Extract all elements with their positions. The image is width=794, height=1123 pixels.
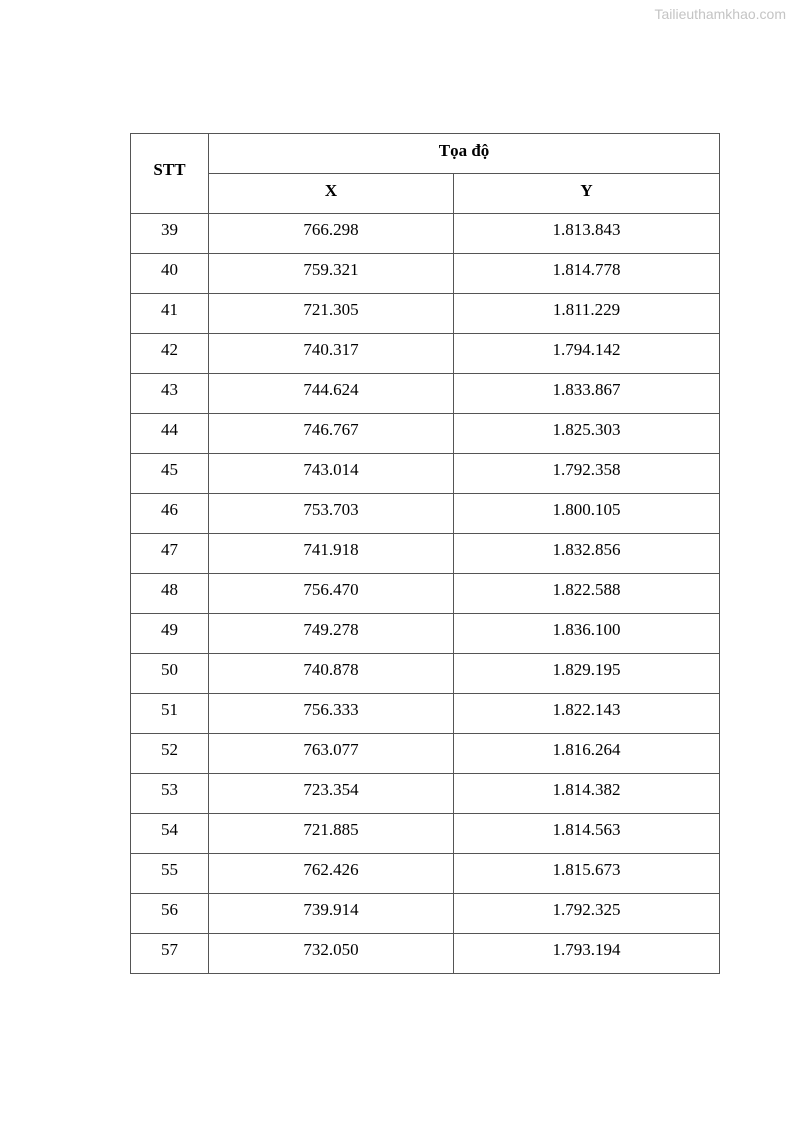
cell-y: 1.836.100: [454, 614, 720, 654]
cell-x: 756.333: [209, 694, 454, 734]
header-stt: STT: [131, 134, 209, 214]
cell-y: 1.832.856: [454, 534, 720, 574]
cell-y: 1.792.358: [454, 454, 720, 494]
cell-x: 753.703: [209, 494, 454, 534]
cell-stt: 44: [131, 414, 209, 454]
header-y: Y: [454, 174, 720, 214]
table-row: [131, 494, 720, 534]
cell-stt: 51: [131, 694, 209, 734]
header-row-sub: [131, 174, 720, 214]
table-row: [131, 694, 720, 734]
table-row: [131, 294, 720, 334]
cell-stt: 57: [131, 934, 209, 974]
cell-stt: 48: [131, 574, 209, 614]
table-header: [131, 134, 720, 214]
cell-x: 763.077: [209, 734, 454, 774]
table-row: [131, 454, 720, 494]
table-row: [131, 734, 720, 774]
cell-x: 766.298: [209, 214, 454, 254]
table-row: [131, 374, 720, 414]
cell-x: 732.050: [209, 934, 454, 974]
cell-x: 762.426: [209, 854, 454, 894]
cell-x: 739.914: [209, 894, 454, 934]
table-row: [131, 894, 720, 934]
table-row: [131, 574, 720, 614]
table-row: [131, 774, 720, 814]
cell-y: 1.800.105: [454, 494, 720, 534]
watermark-text: Tailieuthamkhao.com: [654, 6, 786, 22]
cell-stt: 43: [131, 374, 209, 414]
cell-y: 1.811.229: [454, 294, 720, 334]
cell-x: 723.354: [209, 774, 454, 814]
cell-x: 746.767: [209, 414, 454, 454]
cell-x: 721.305: [209, 294, 454, 334]
table-row: [131, 614, 720, 654]
cell-x: 721.885: [209, 814, 454, 854]
cell-stt: 56: [131, 894, 209, 934]
table-body: [131, 214, 720, 974]
cell-y: 1.829.195: [454, 654, 720, 694]
cell-y: 1.815.673: [454, 854, 720, 894]
cell-x: 743.014: [209, 454, 454, 494]
cell-stt: 53: [131, 774, 209, 814]
cell-x: 741.918: [209, 534, 454, 574]
cell-y: 1.792.325: [454, 894, 720, 934]
table-row: [131, 254, 720, 294]
table-row: [131, 854, 720, 894]
cell-y: 1.825.303: [454, 414, 720, 454]
cell-y: 1.814.382: [454, 774, 720, 814]
cell-stt: 40: [131, 254, 209, 294]
cell-stt: 39: [131, 214, 209, 254]
cell-stt: 54: [131, 814, 209, 854]
header-row-top: [131, 134, 720, 174]
cell-x: 740.878: [209, 654, 454, 694]
cell-stt: 42: [131, 334, 209, 374]
cell-y: 1.816.264: [454, 734, 720, 774]
cell-y: 1.833.867: [454, 374, 720, 414]
cell-x: 740.317: [209, 334, 454, 374]
header-x: X: [209, 174, 454, 214]
cell-y: 1.822.143: [454, 694, 720, 734]
cell-y: 1.822.588: [454, 574, 720, 614]
table-row: [131, 214, 720, 254]
cell-x: 744.624: [209, 374, 454, 414]
cell-x: 756.470: [209, 574, 454, 614]
cell-y: 1.793.194: [454, 934, 720, 974]
table-row: [131, 534, 720, 574]
cell-y: 1.814.563: [454, 814, 720, 854]
table-row: [131, 934, 720, 974]
header-coordinates: Tọa độ: [209, 134, 720, 174]
table-row: [131, 334, 720, 374]
cell-stt: 55: [131, 854, 209, 894]
cell-stt: 49: [131, 614, 209, 654]
table-row: [131, 654, 720, 694]
table-row: [131, 814, 720, 854]
cell-stt: 47: [131, 534, 209, 574]
cell-stt: 45: [131, 454, 209, 494]
cell-y: 1.814.778: [454, 254, 720, 294]
cell-stt: 46: [131, 494, 209, 534]
coordinates-table: [130, 133, 720, 974]
cell-stt: 50: [131, 654, 209, 694]
cell-y: 1.813.843: [454, 214, 720, 254]
table-row: [131, 414, 720, 454]
cell-x: 759.321: [209, 254, 454, 294]
cell-x: 749.278: [209, 614, 454, 654]
cell-stt: 41: [131, 294, 209, 334]
cell-stt: 52: [131, 734, 209, 774]
cell-y: 1.794.142: [454, 334, 720, 374]
